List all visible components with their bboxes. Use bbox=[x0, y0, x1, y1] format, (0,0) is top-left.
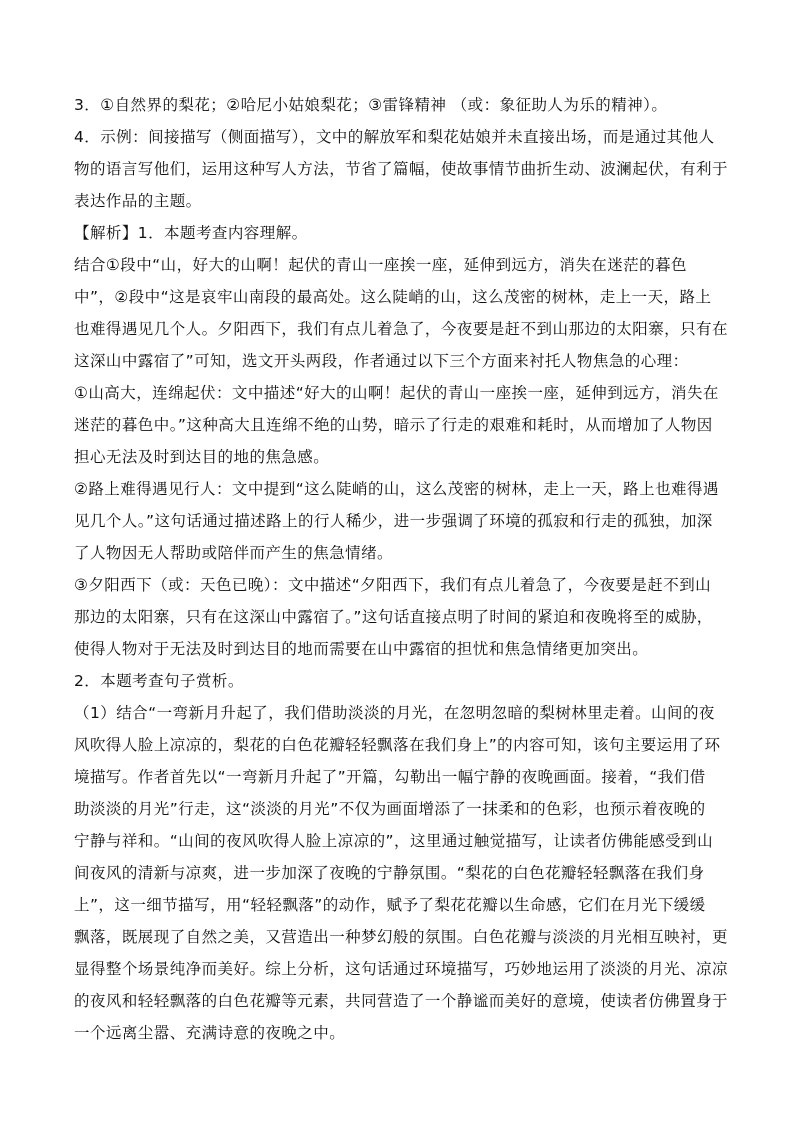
paragraph-line: 的夜风和轻轻飘落的白色花瓣等元素，共同营造了一个静谧而美好的意境，使读者仿佛置身于 bbox=[74, 992, 728, 1010]
paragraph-line: 助淡淡的月光”行走，这“淡淡的月光”不仅为画面增添了一抹柔和的色彩，也预示着夜晚的 bbox=[74, 800, 706, 818]
paragraph-line: 中”，②段中“这是哀牢山南段的最高处。这么陡峭的山，这么茂密的树林，走上一天，路上 bbox=[74, 288, 712, 306]
paragraph-line: 飘落，既展现了自然之美，又营造出一种梦幻般的氛围。白色花瓣与淡淡的月光相互映衬，更 bbox=[74, 928, 728, 946]
paragraph-line: 结合①段中“山，好大的山啊！起伏的青山一座挨一座，延伸到远方，消失在迷茫的暮色 bbox=[74, 256, 687, 274]
answer-4-line-1: 4．示例：间接描写（侧面描写），文中的解放军和梨花姑娘并未直接出场，而是通过其他人 bbox=[74, 128, 715, 146]
paragraph-line: 见几个人。”这句话通过描述路上的行人稀少，进一步强调了环境的孤寂和行走的孤独，加深 bbox=[74, 512, 713, 530]
paragraph-line: 担心无法及时到达目的地的焦急感。 bbox=[74, 448, 330, 466]
section-heading: 2．本题考查句子赏析。 bbox=[74, 672, 244, 690]
paragraph-line: 那边的太阳寨，只有在这深山中露宿了。”这句话直接点明了时间的紧迫和夜晚将至的威胁， bbox=[74, 608, 713, 626]
answer-3: 3．①自然界的梨花；②哈尼小姑娘梨花；③雷锋精神 （或：象征助人为乐的精神）。 bbox=[74, 96, 668, 114]
paragraph-line: 宁静与祥和。“山间的夜风吹得人脸上凉凉的”，这里通过触觉描写，让读者仿佛能感受到山 bbox=[74, 832, 714, 850]
paragraph-line: 迷茫的暮色中。”这种高大且连绵不绝的山势，暗示了行走的艰难和耗时，从而增加了人物因 bbox=[74, 416, 713, 434]
paragraph-line: ①山高大，连绵起伏：文中描述“好大的山啊！起伏的青山一座挨一座，延伸到远方，消失在 bbox=[74, 384, 719, 402]
paragraph-line: ②路上难得遇见行人：文中提到“这么陡峭的山，这么茂密的树林，走上一天，路上也难得遇 bbox=[74, 480, 719, 498]
paragraph-line: 显得整个场景纯净而美好。综上分析，这句话通过环境描写，巧妙地运用了淡淡的月光、凉凉 bbox=[74, 960, 728, 978]
paragraph-line: 使得人物对于无法及时到达目的地而需要在山中露宿的担忧和焦急情绪更加突出。 bbox=[74, 640, 649, 658]
paragraph-line: 境描写。作者首先以“一弯新月升起了”开篇，勾勒出一幅宁静的夜晚画面。接着，“我们借 bbox=[74, 768, 706, 786]
paragraph-line: 风吹得人脸上凉凉的，梨花的白色花瓣轻轻飘落在我们身上”的内容可知，该句主要运用了环 bbox=[74, 736, 721, 754]
paragraph-line: ③夕阳西下（或：天色已晚）：文中描述“夕阳西下，我们有点儿着急了，今夜要是赶不到山 bbox=[74, 576, 712, 594]
answer-4-line-2: 物的语言写他们，运用这种写人方法，节省了篇幅，使故事情节曲折生动、波澜起伏，有利于 bbox=[74, 160, 728, 178]
paragraph-line: 了人物因无人帮助或陪伴而产生的焦急情绪。 bbox=[74, 544, 394, 562]
paragraph-line: 这深山中露宿了”可知，选文开头两段，作者通过以下三个方面来衬托人物焦急的心理： bbox=[74, 352, 689, 370]
analysis-heading: 【解析】1．本题考查内容理解。 bbox=[74, 224, 308, 242]
paragraph-line: （1）结合“一弯新月升起了，我们借助淡淡的月光，在忽明忽暗的梨树林里走着。山间的夜 bbox=[74, 704, 715, 722]
paragraph-line: 间夜风的清新与凉爽，进一步加深了夜晚的宁静氛围。“梨花的白色花瓣轻轻飘落在我们身 bbox=[74, 864, 705, 882]
paragraph-line: 也难得遇见几个人。夕阳西下，我们有点儿着急了，今夜要是赶不到山那边的太阳寨，只有在 bbox=[74, 320, 728, 338]
paragraph-line: 上”，这一细节描写，用“轻轻飘落”的动作，赋予了梨花花瓣以生命感，它们在月光下缓缓 bbox=[74, 896, 706, 914]
answer-4-line-3: 表达作品的主题。 bbox=[74, 192, 202, 210]
paragraph-line: 一个远离尘嚣、充满诗意的夜晚之中。 bbox=[74, 1024, 346, 1042]
